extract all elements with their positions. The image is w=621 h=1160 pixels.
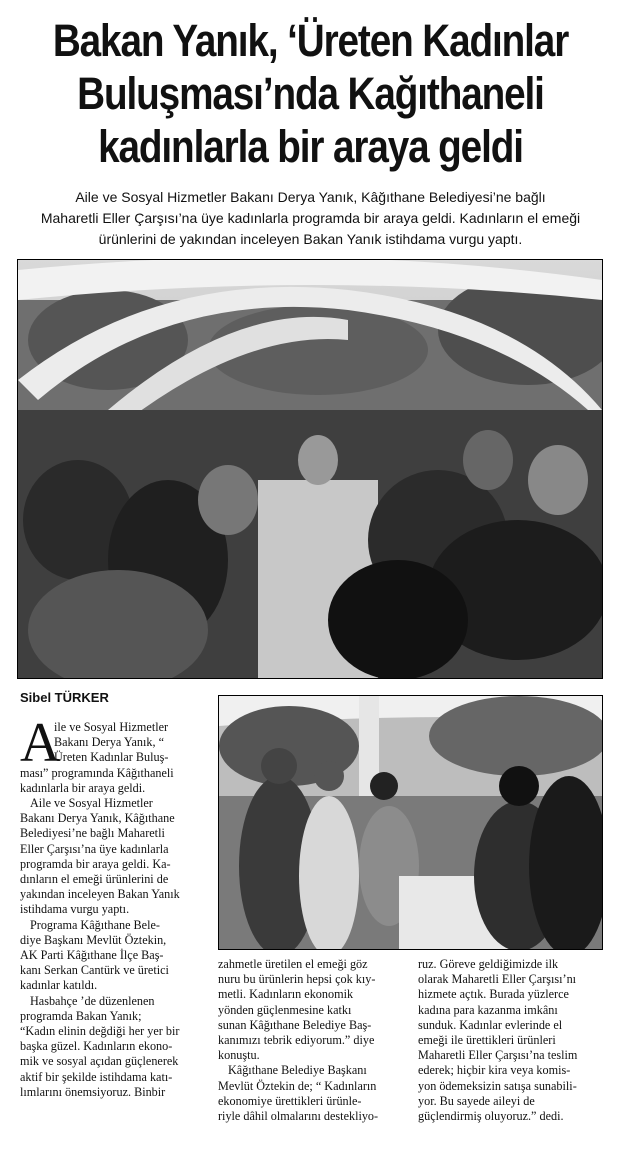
text-line: dınların el emeği ürünlerini de	[20, 872, 169, 887]
text-line: yor. Bu sayede aileyi de	[418, 1093, 535, 1108]
side-photo-minister-visit	[218, 695, 603, 950]
text-line: programda Bakan Yanık;	[20, 1008, 142, 1023]
text-line: “Kadın elinin değdiği her yer bir	[20, 1024, 180, 1039]
article-column-2	[218, 957, 403, 1124]
text-line: mik ve sosyal açıdan güçlenerek	[20, 1054, 179, 1069]
text-line: konuştu.	[218, 1048, 260, 1063]
dropcap: A	[20, 712, 61, 774]
text-line: yakından inceleyen Bakan Yanık	[20, 887, 180, 902]
text-line: kanımızı tebrik ediyorum.” diye	[218, 1033, 375, 1048]
text-line: emeği ile ürettikleri ürünleri	[418, 1033, 556, 1048]
headline	[43, 14, 577, 173]
text-line: kanı Serkan Cantürk ve üretici	[20, 963, 169, 978]
text-line: yönden güçlenmesine katkı	[218, 1002, 352, 1017]
text-line: sunan Kâğıthane Belediye Baş-	[218, 1017, 372, 1032]
text-line: Bakanı Derya Yanık, “	[54, 735, 165, 750]
text-line: istihdama vurgu yaptı.	[20, 902, 130, 917]
text-line: programda bir araya geldi. Ka-	[20, 856, 171, 871]
side-photo-image	[219, 696, 602, 949]
text-line: Aile ve Sosyal Hizmetler	[30, 796, 153, 811]
text-line: Hasbahçe ’de düzenlenen	[30, 993, 155, 1008]
text-line: ile ve Sosyal Hizmetler	[54, 720, 169, 734]
text-line: Programa Kâğıthane Bele-	[30, 917, 160, 932]
text-line: kadına para kazanma imkânı	[418, 1002, 558, 1017]
text-line: aktif bir şekilde istihdama katı-	[20, 1069, 173, 1084]
text-line: Kâğıthane Belediye Başkanı	[228, 1063, 367, 1078]
main-photo-women-gathering	[17, 259, 603, 679]
text-line: Belediyesi’ne bağlı Maharetli	[20, 826, 165, 841]
text-line: Maharetli Eller Çarşısı’na teslim	[418, 1048, 578, 1063]
text-line: sunduk. Kadınlar evlerinde el	[418, 1017, 563, 1032]
text-line: kadınlar katıldı.	[20, 978, 98, 993]
headline-line-1: Bakan Yanık, ‘Üreten Kadınlar	[52, 15, 569, 66]
text-line: nuru bu ürünlerin hepsi çok kıy-	[218, 972, 376, 987]
lead-line-3: ürünlerini de yakından inceleyen Bakan Yanık istihdama vurgu yaptı.	[98, 231, 523, 247]
byline: Sibel TÜRKER	[20, 690, 109, 705]
text-line: metli. Kadınların ekonomik	[218, 987, 354, 1002]
text-line: Mevlüt Öztekin de; “ Kadınların	[218, 1078, 377, 1093]
headline-line-3: kadınlarla bir araya geldi	[98, 121, 523, 172]
lead-paragraph	[12, 187, 609, 250]
lead-line-1: Aile ve Sosyal Hizmetler Bakanı Derya Yanık, Kâğıthane Belediyesi’ne bağlı	[75, 189, 546, 205]
text-line: ması” programında Kâğıthaneli	[20, 765, 174, 780]
main-photo-image	[18, 260, 602, 678]
text-line: Bakanı Derya Yanık, Kâğıthane	[20, 811, 175, 826]
text-line: Üreten Kadınlar Buluş-	[54, 750, 169, 765]
lead-line-2: Maharetli Eller Çarşısı’na üye kadınlarla programda bir araya geldi. Kadınların el emeği	[40, 210, 581, 226]
text-line: riyle dâhil olmalarını destekliyo-	[218, 1109, 379, 1124]
article-column-1	[20, 720, 210, 1100]
text-line: başka güzel. Kadınların ekono-	[20, 1039, 173, 1054]
text-line: hizmete açtık. Burada yüzlerce	[418, 987, 569, 1002]
text-line: ruz. Göreve geldiğimizde ilk	[418, 957, 559, 971]
text-line: Eller Çarşısı’na üye kadınlarla	[20, 841, 169, 856]
text-line: AK Parti Kâğıthane İlçe Baş-	[20, 948, 164, 963]
text-line: olarak Maharetli Eller Çarşısı’nı	[418, 972, 577, 987]
text-line: diye Başkanı Mevlüt Öztekin,	[20, 932, 167, 947]
text-line: ekonomiye ürettikleri ürünle-	[218, 1093, 362, 1108]
headline-line-2: Buluşması’nda Kağıthaneli	[77, 68, 544, 119]
text-line: lımlarını önemsiyoruz. Binbir	[20, 1084, 166, 1099]
text-line: kadınlarla bir araya geldi.	[20, 780, 146, 795]
text-line: yon ödemeksizin satışa sunabili-	[418, 1078, 577, 1093]
text-line: ederek; hiçbir kira veya komis-	[418, 1063, 571, 1078]
article-column-3	[418, 957, 603, 1124]
text-line: zahmetle üretilen el emeği göz	[218, 957, 368, 971]
text-line: güçlendirmiş oluyoruz.” dedi.	[418, 1109, 564, 1124]
